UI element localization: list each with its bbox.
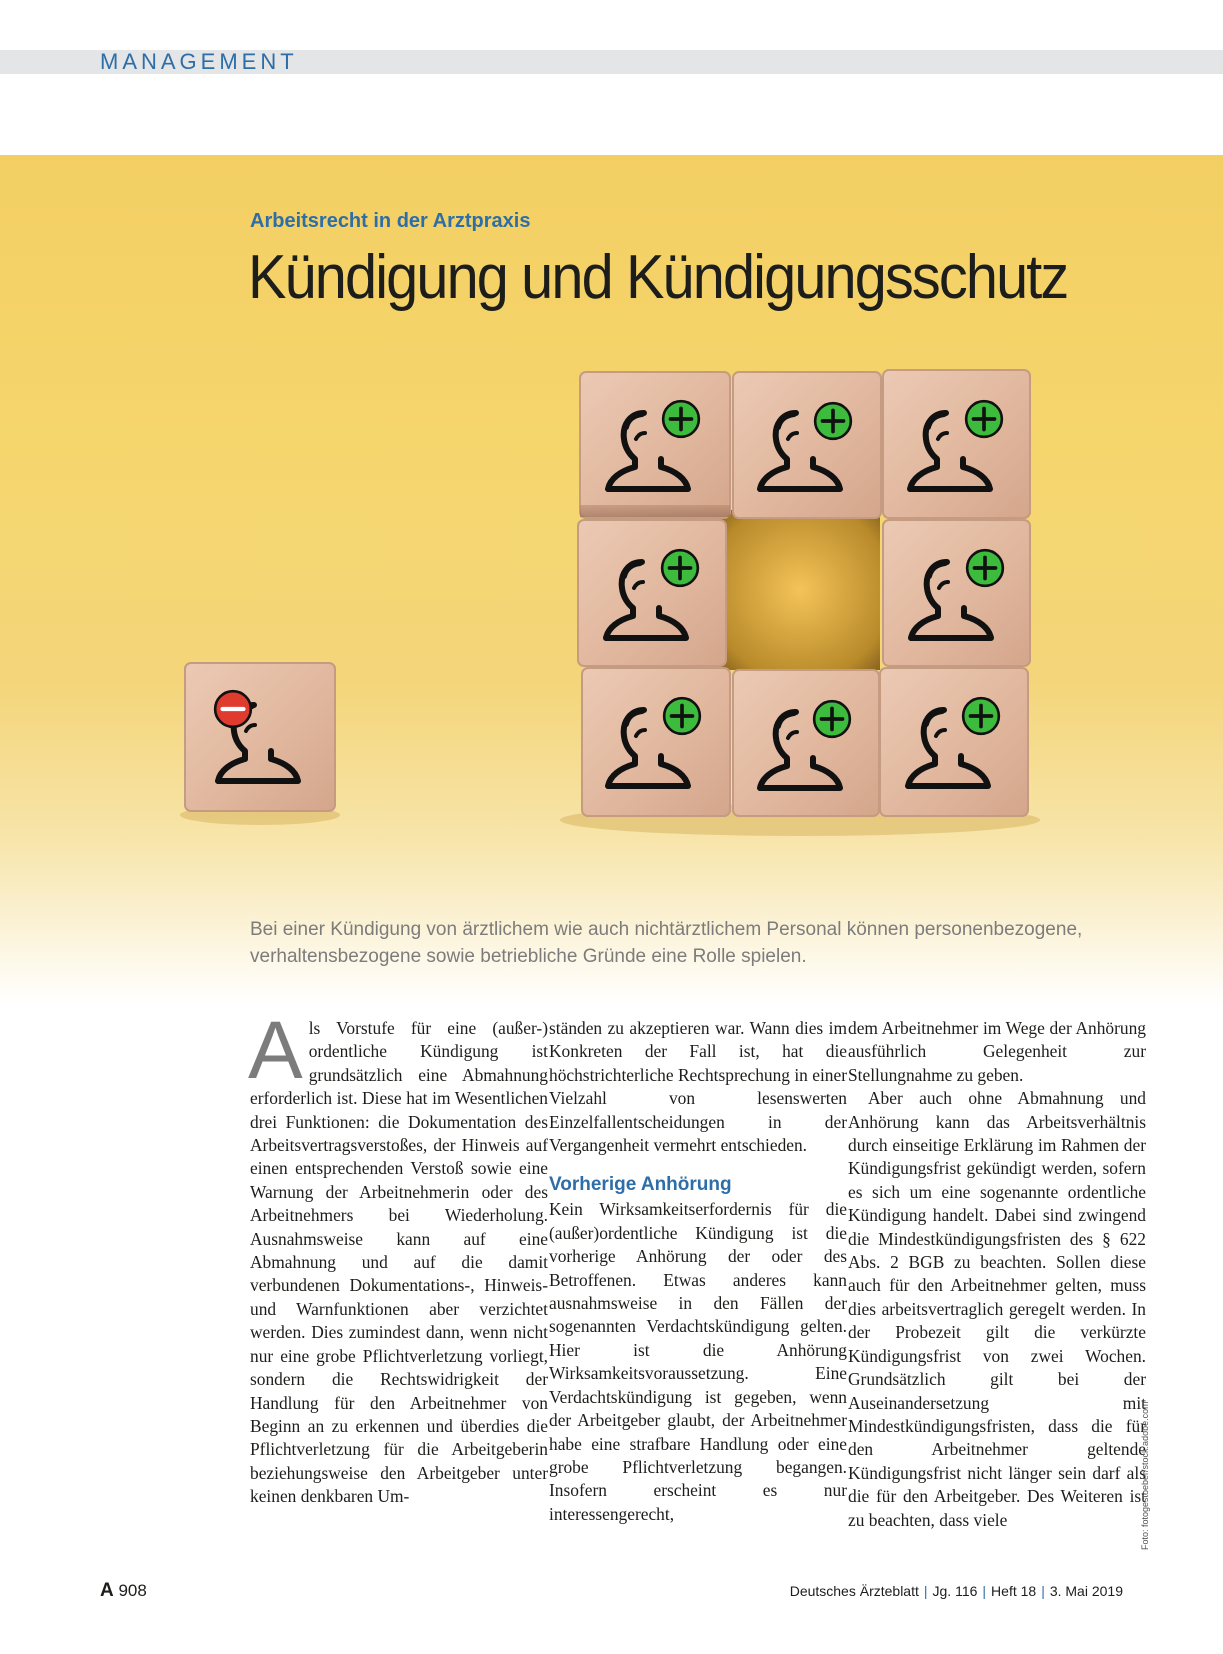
journal-volume: Jg. 116 [932,1583,978,1599]
column-2-paragraph-1: ständen zu akzeptieren war. Wann dies im Konkreten der Fall ist, hat die höchstrichterliche Rechtsprechung in einer Vielzahl von lesenswerten Einzelfallentscheidungen in der Vergangenheit vermehrt entschieden. [549,1018,847,1156]
journal-date: 3. Mai 2019 [1049,1583,1123,1599]
article-kicker: Arbeitsrecht in der Arztpraxis [250,210,531,232]
journal-issue: Heft 18 [991,1583,1037,1599]
article-title: Kündigung und Kündigungsschutz [248,243,1068,312]
page-prefix: A [100,1580,114,1601]
caption-line-2: verhaltensbezogene sowie betriebliche Gründe eine Rolle spielen. [250,946,807,967]
section-label: MANAGEMENT [100,49,298,74]
journal-name: Deutsches Ärzteblatt [789,1583,919,1599]
image-caption [250,916,1130,970]
journal-footer: Deutsches Ärzteblatt | Jg. 116 | Heft 18 | 3. Mai 2019 [789,1583,1123,1599]
page-number-value: 908 [118,1581,147,1600]
column-1-text: ls Vorstufe für eine (außer-) ordentliche Kündigung ist grundsätzlich eine Abmahnung erforderlich ist. Diese hat im Wesentlichen drei Funktionen: die Dokumentation des Arbeitsvertragsverstoßes, der Hinweis auf einen entsprechenden Verstoß sowie eine Warnung der Arbeitnehmerin oder des Arbeitnehmers bei Wiederholung. Ausnahmsweise kann auf eine Abmahnung und auf die damit verbundenen Dokumentations-, Hinweis- und Warnfunktionen aber verzichtet werden. Dies zumindest dann, wenn nicht nur eine grobe Pflichtverletzung vorliegt, sondern die Rechtswidrigkeit der Handlung für den Arbeitnehmer von Beginn an zu erkennen und überdies die Pflichtverletzung für die Arbeitgeberin beziehungsweise den Arbeitgeber unter keinen denkbaren Um- [250,1018,548,1507]
column-2-paragraph-2: Kein Wirksamkeitserfordernis für die (außer)ordentliche Kündigung ist die vorherige Anhörung der oder des Betroffenen. Etwas anderes kann ausnahmsweise in den Fällen der sogenannten Verdachtskündigung gelten. Hier ist die Anhörung Wirksamkeitsvoraussetzung. Eine Verdachtskündigung ist gegeben, wenn der Arbeitgeber glaubt, der Arbeitnehmer habe eine strafbare Handlung oder eine grobe Pflichtverletzung begangen. Insofern erscheint es nur interessengerecht, [549,1199,847,1524]
text-column-3 [848,1017,1146,1532]
photo-credit: Foto: fotogestoeber/stock.adobe.com [1140,1401,1150,1550]
caption-line-1: Bei einer Kündigung von ärztlichem wie auch nichtärztlichem Personal können personenbezogene, [250,919,1083,940]
subheading-vorherige-anhoerung: Vorherige Anhörung [549,1174,732,1196]
text-column-1 [248,1005,548,1509]
page-number [100,1580,147,1602]
column-3-paragraph-2: Aber auch ohne Abmahnung und Anhörung kann das Arbeitsverhältnis durch einseitige Erklärung im Rahmen der Kündigungsfrist gekündigt werden, sofern es sich um eine sogenannte ordentliche Kündigung handelt. Dabei sind zwingend die Mindestkündigungsfristen des § 622 Abs. 2 BGB zu beachten. Sollen diese auch für den Arbeitnehmer gelten, muss dies arbeitsvertraglich geregelt werden. In der Probezeit gilt die verkürzte Kündigungsfrist von zwei Wochen. Grundsätzlich gilt bei der Auseinandersetzung mit Mindestkündigungsfristen, dass die für den Arbeitnehmer geltende Kündigungsfrist nicht länger sein darf als die für den Arbeitgeber. Des Weiteren ist zu beachten, dass viele [848,1088,1146,1530]
text-column-2 [549,1017,847,1526]
column-3-paragraph-1: dem Arbeitnehmer im Wege der Anhörung ausführlich Gelegenheit zur Stellungnahme zu geben. [848,1018,1146,1085]
drop-cap: A [248,1005,303,1096]
